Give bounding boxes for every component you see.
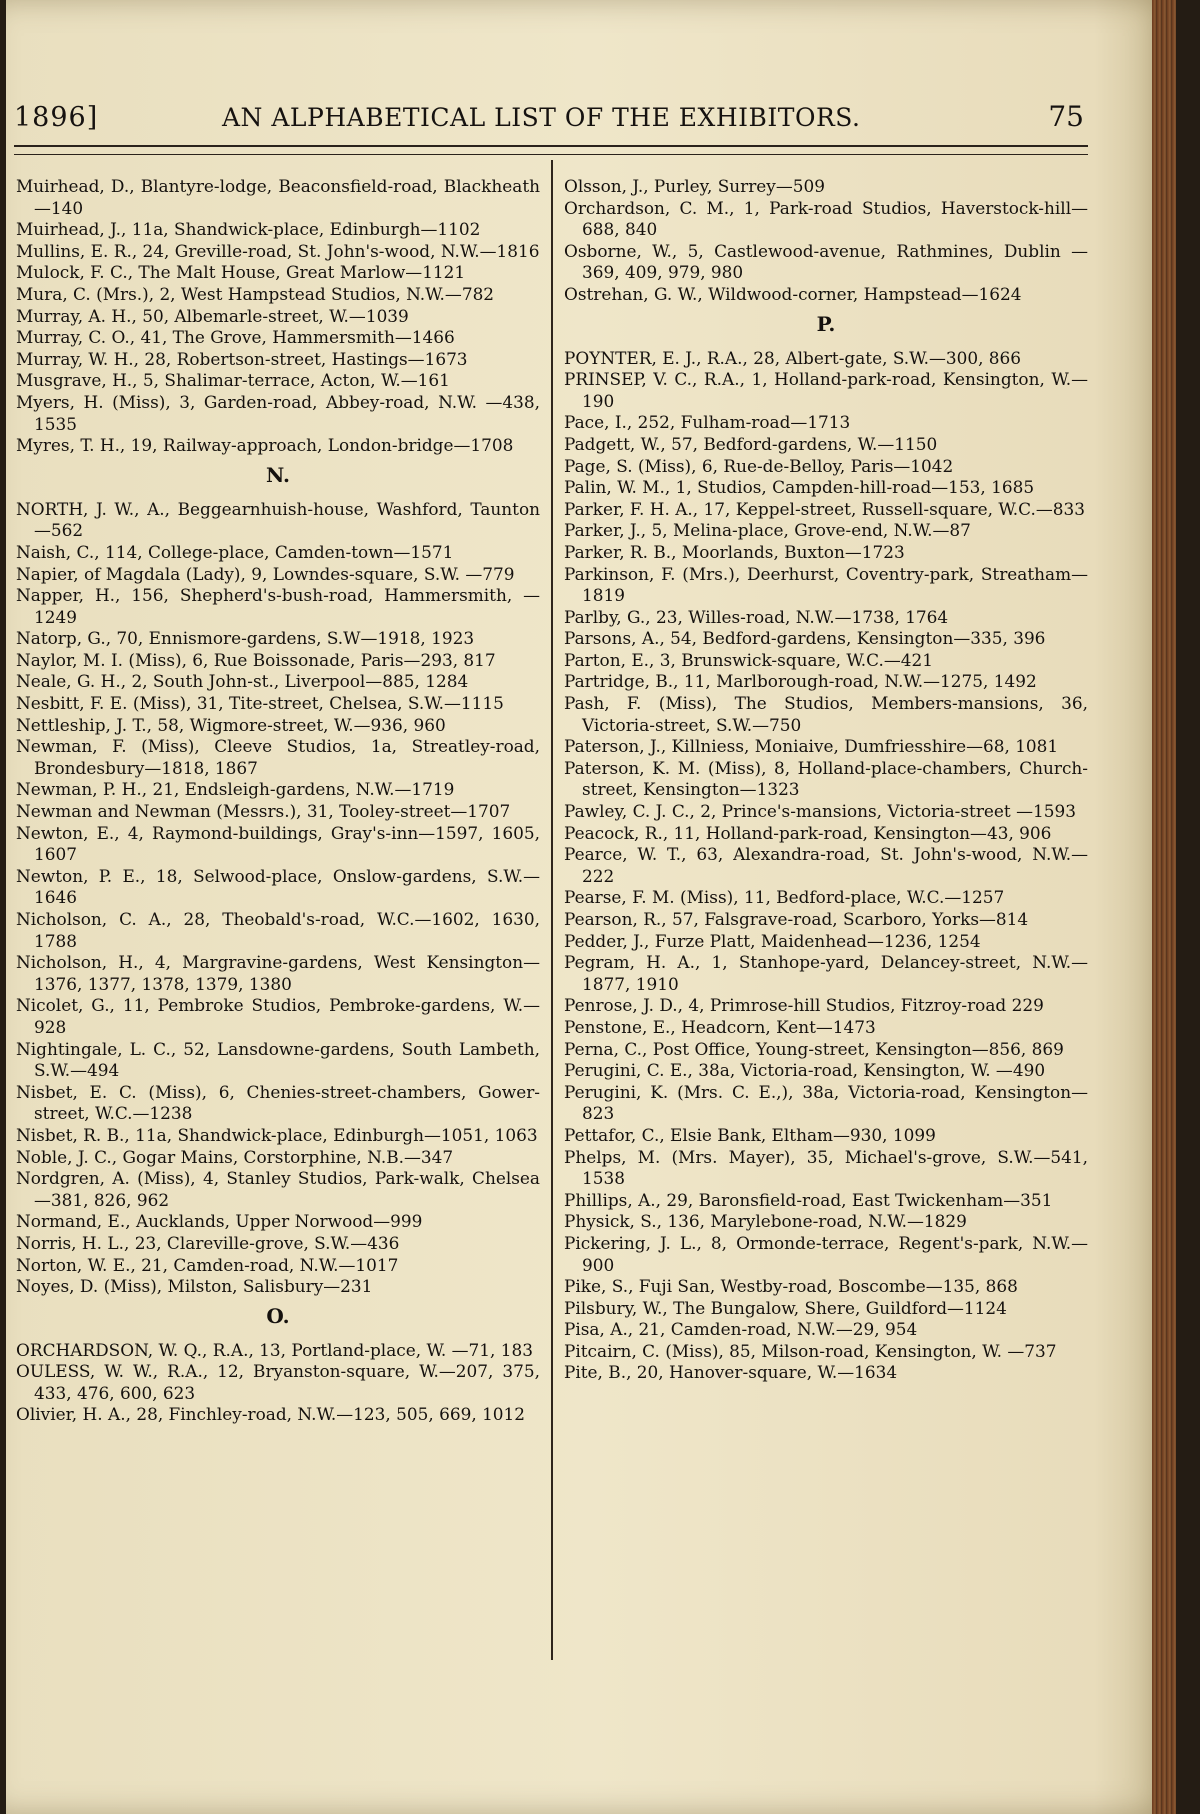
exhibitor-entry: Norris, H. L., 23, Clareville-grove, S.W.—436 — [16, 1232, 400, 1253]
exhibitor-entry: Newman and Newman (Messrs.), 31, Tooley-street—1707 — [16, 801, 511, 822]
exhibitor-entry: Normand, E., Aucklands, Upper Norwood—999 — [16, 1211, 423, 1232]
header-year: 1896] — [14, 102, 99, 133]
exhibitor-entry: Murray, C. O., 41, The Grove, Hammersmith—1466 — [16, 327, 455, 348]
exhibitor-entry: Nisbet, E. C. (Miss), 6, Chenies-street-chambers, Gower-street, W.C.—1238 — [16, 1081, 540, 1124]
exhibitor-entry: Pegram, H. A., 1, Stanhope-yard, Delancey-street, N.W.—1877, 1910 — [564, 952, 1088, 994]
exhibitor-entry: Nettleship, J. T., 58, Wigmore-street, W.—936, 960 — [16, 714, 446, 735]
exhibitor-entry: Pawley, C. J. C., 2, Prince's-mansions, Victoria-street —1593 — [564, 801, 1076, 822]
exhibitor-entry: Noyes, D. (Miss), Milston, Salisbury—231 — [16, 1276, 373, 1297]
column-divider — [551, 160, 553, 1660]
section-letter-heading: O. — [266, 1303, 290, 1328]
exhibitor-entry: Nicholson, H., 4, Margravine-gardens, West Kensington—1376, 1377, 1378, 1379, 1380 — [16, 952, 540, 994]
exhibitor-entry: Osborne, W., 5, Castlewood-avenue, Rathmines, Dublin —369, 409, 979, 980 — [564, 240, 1088, 283]
exhibitor-entry: Ostrehan, G. W., Wildwood-corner, Hampstead—1624 — [564, 283, 1022, 304]
exhibitor-entry: Norton, W. E., 21, Camden-road, N.W.—1017 — [16, 1254, 399, 1275]
section-letter-heading: N. — [266, 462, 290, 487]
exhibitor-entry: Penstone, E., Headcorn, Kent—1473 — [564, 1016, 876, 1037]
exhibitor-entry: PRINSEP, V. C., R.A., 1, Holland-park-road, Kensington, W.—190 — [564, 369, 1088, 411]
exhibitor-entry: Pace, I., 252, Fulham-road—1713 — [564, 412, 851, 433]
exhibitor-entry: Mullins, E. R., 24, Greville-road, St. John's-wood, N.W.—1816 — [16, 240, 540, 261]
exhibitor-entry: Nesbitt, F. E. (Miss), 31, Tite-street, Chelsea, S.W.—1115 — [16, 693, 504, 714]
exhibitor-entry: Paterson, K. M. (Miss), 8, Holland-place-chambers, Church-street, Kensington—1323 — [564, 757, 1088, 800]
exhibitor-entry: Perugini, K. (Mrs. C. E.,), 38a, Victoria-road, Kensington—823 — [564, 1081, 1088, 1124]
header-double-rule — [14, 145, 1088, 155]
exhibitor-entry: Palin, W. M., 1, Studios, Campden-hill-road—153, 1685 — [564, 477, 1035, 498]
exhibitor-entry: Nicholson, C. A., 28, Theobald's-road, W.C.—1602, 1630, 1788 — [16, 909, 540, 951]
right-column — [564, 176, 1088, 1384]
exhibitor-entry: Newton, P. E., 18, Selwood-place, Onslow-gardens, S.W.—1646 — [16, 865, 540, 908]
exhibitor-entry: Pisa, A., 21, Camden-road, N.W.—29, 954 — [564, 1319, 918, 1340]
exhibitor-entry: Noble, J. C., Gogar Mains, Corstorphine, N.B.—347 — [16, 1146, 454, 1167]
exhibitor-entry: Parker, R. B., Moorlands, Buxton—1723 — [564, 541, 905, 562]
exhibitor-entry: Naish, C., 114, College-place, Camden-town—1571 — [16, 541, 454, 562]
exhibitor-entry: Murray, A. H., 50, Albemarle-street, W.—1039 — [16, 305, 409, 326]
book-page-edges — [1152, 0, 1176, 1814]
exhibitor-entry: Phillips, A., 29, Baronsfield-road, East Twickenham—351 — [564, 1189, 1053, 1210]
book-page — [6, 0, 1176, 1814]
exhibitor-entry: Orchardson, C. M., 1, Park-road Studios, Haverstock-hill—688, 840 — [564, 197, 1088, 240]
exhibitor-entry: Pearson, R., 57, Falsgrave-road, Scarboro, Yorks—814 — [564, 909, 1029, 929]
exhibitor-entry: Nightingale, L. C., 52, Lansdowne-gardens, South Lambeth, S.W.—494 — [16, 1038, 540, 1081]
exhibitor-entry: Parton, E., 3, Brunswick-square, W.C.—421 — [564, 649, 933, 670]
exhibitor-entry: Nicolet, G., 11, Pembroke Studios, Pembroke-gardens, W.—928 — [16, 995, 540, 1037]
exhibitor-entry: Muirhead, D., Blantyre-lodge, Beaconsfield-road, Blackheath—140 — [16, 176, 540, 218]
exhibitor-entry: NORTH, J. W., A., Beggearnhuish-house, Washford, Taunton—562 — [16, 498, 540, 541]
exhibitor-entry: Parker, J., 5, Melina-place, Grove-end, N.W.—87 — [564, 520, 971, 541]
exhibitor-entry: Parsons, A., 54, Bedford-gardens, Kensington—335, 396 — [564, 628, 1046, 649]
exhibitor-entry: Page, S. (Miss), 6, Rue-de-Belloy, Paris—1042 — [564, 455, 954, 476]
exhibitor-entry: Penrose, J. D., 4, Primrose-hill Studios, Fitzroy-road 229 — [564, 995, 1044, 1016]
exhibitor-entry: Olsson, J., Purley, Surrey—509 — [564, 176, 825, 196]
exhibitor-entry: Myers, H. (Miss), 3, Garden-road, Abbey-road, N.W. —438, 1535 — [16, 391, 540, 434]
exhibitor-entry: Pickering, J. L., 8, Ormonde-terrace, Regent's-park, N.W.—900 — [564, 1232, 1088, 1275]
exhibitor-entry: Parlby, G., 23, Willes-road, N.W.—1738, 1764 — [564, 606, 949, 627]
exhibitor-entry: Naylor, M. I. (Miss), 6, Rue Boissonade, Paris—293, 817 — [16, 649, 496, 670]
exhibitor-entry: Pike, S., Fuji San, Westby-road, Boscombe—135, 868 — [564, 1276, 1018, 1297]
exhibitor-entry: Parker, F. H. A., 17, Keppel-street, Russell-square, W.C.—833 — [564, 498, 1085, 519]
exhibitor-entry: Napper, H., 156, Shepherd's-bush-road, Hammersmith, —1249 — [16, 585, 540, 627]
running-header — [14, 100, 1094, 140]
exhibitor-entry: Muirhead, J., 11a, Shandwick-place, Edinburgh—1102 — [16, 219, 481, 240]
exhibitor-entry: Partridge, B., 11, Marlborough-road, N.W.—1275, 1492 — [564, 671, 1037, 692]
exhibitor-entry: Pearce, W. T., 63, Alexandra-road, St. John's-wood, N.W.—222 — [564, 844, 1088, 886]
exhibitor-entry: ORCHARDSON, W. Q., R.A., 13, Portland-place, W. —71, 183 — [16, 1339, 533, 1360]
exhibitor-entry: Newman, F. (Miss), Cleeve Studios, 1a, Streatley-road, Brondesbury—1818, 1867 — [16, 736, 540, 778]
exhibitor-entry: Pite, B., 20, Hanover-square, W.—1634 — [564, 1362, 898, 1383]
exhibitor-entry: Newman, P. H., 21, Endsleigh-gardens, N.W.—1719 — [16, 779, 455, 800]
exhibitor-entry: Pash, F. (Miss), The Studios, Members-mansions, 36, Victoria-street, S.W.—750 — [564, 693, 1088, 735]
exhibitor-entry: Nisbet, R. B., 11a, Shandwick-place, Edinburgh—1051, 1063 — [16, 1124, 538, 1145]
exhibitor-entry: Pilsbury, W., The Bungalow, Shere, Guildford—1124 — [564, 1297, 1007, 1318]
section-letter-heading: P. — [816, 311, 836, 336]
exhibitor-entry: Parkinson, F. (Mrs.), Deerhurst, Coventry-park, Streatham—1819 — [564, 563, 1088, 606]
exhibitor-entry: Mura, C. (Mrs.), 2, West Hampstead Studios, N.W.—782 — [16, 283, 495, 304]
page-title: AN ALPHABETICAL LIST OF THE EXHIBITORS. — [222, 103, 861, 132]
page-number: 75 — [1048, 100, 1084, 133]
exhibitor-entry: Peacock, R., 11, Holland-park-road, Kensington—43, 906 — [564, 822, 1052, 843]
exhibitor-entry: POYNTER, E. J., R.A., 28, Albert-gate, S.W.—300, 866 — [564, 347, 1022, 368]
exhibitor-entry: Napier, of Magdala (Lady), 9, Lowndes-square, S.W. —779 — [16, 563, 515, 584]
exhibitor-entry: Perugini, C. E., 38a, Victoria-road, Kensington, W. —490 — [564, 1060, 1046, 1081]
exhibitor-entry: Murray, W. H., 28, Robertson-street, Hastings—1673 — [16, 348, 468, 369]
exhibitor-entry: Natorp, G., 70, Ennismore-gardens, S.W—1918, 1923 — [16, 628, 475, 649]
exhibitor-entry: Nordgren, A. (Miss), 4, Stanley Studios, Park-walk, Chelsea—381, 826, 962 — [16, 1168, 540, 1210]
exhibitor-entry: Pedder, J., Furze Platt, Maidenhead—1236, 1254 — [564, 930, 981, 951]
exhibitor-entry: Musgrave, H., 5, Shalimar-terrace, Acton, W.—161 — [16, 370, 450, 391]
exhibitor-entry: Pettafor, C., Elsie Bank, Eltham—930, 1099 — [564, 1124, 936, 1145]
exhibitor-entry: Paterson, J., Killniess, Moniaive, Dumfriesshire—68, 1081 — [564, 736, 1059, 757]
exhibitor-entry: Physick, S., 136, Marylebone-road, N.W.—1829 — [564, 1211, 967, 1232]
exhibitor-entry: Myres, T. H., 19, Railway-approach, London-bridge—1708 — [16, 435, 514, 456]
exhibitor-entry: Pearse, F. M. (Miss), 11, Bedford-place, W.C.—1257 — [564, 887, 1005, 908]
exhibitor-entry: Newton, E., 4, Raymond-buildings, Gray's-inn—1597, 1605, 1607 — [16, 822, 540, 865]
exhibitor-entry: Phelps, M. (Mrs. Mayer), 35, Michael's-grove, S.W.—541, 1538 — [564, 1146, 1088, 1189]
exhibitor-entry: Perna, C., Post Office, Young-street, Kensington—856, 869 — [564, 1038, 1064, 1059]
exhibitor-entry: Neale, G. H., 2, South John-st., Liverpool—885, 1284 — [16, 671, 469, 692]
exhibitor-entry: Olivier, H. A., 28, Finchley-road, N.W.—123, 505, 669, 1012 — [16, 1404, 526, 1425]
left-column — [16, 176, 540, 1426]
exhibitor-entry: OULESS, W. W., R.A., 12, Bryanston-square, W.—207, 375, 433, 476, 600, 623 — [16, 1361, 540, 1403]
exhibitor-entry: Padgett, W., 57, Bedford-gardens, W.—1150 — [564, 433, 938, 454]
exhibitor-entry: Pitcairn, C. (Miss), 85, Milson-road, Kensington, W. —737 — [564, 1340, 1057, 1361]
exhibitor-entry: Mulock, F. C., The Malt House, Great Marlow—1121 — [16, 262, 466, 283]
